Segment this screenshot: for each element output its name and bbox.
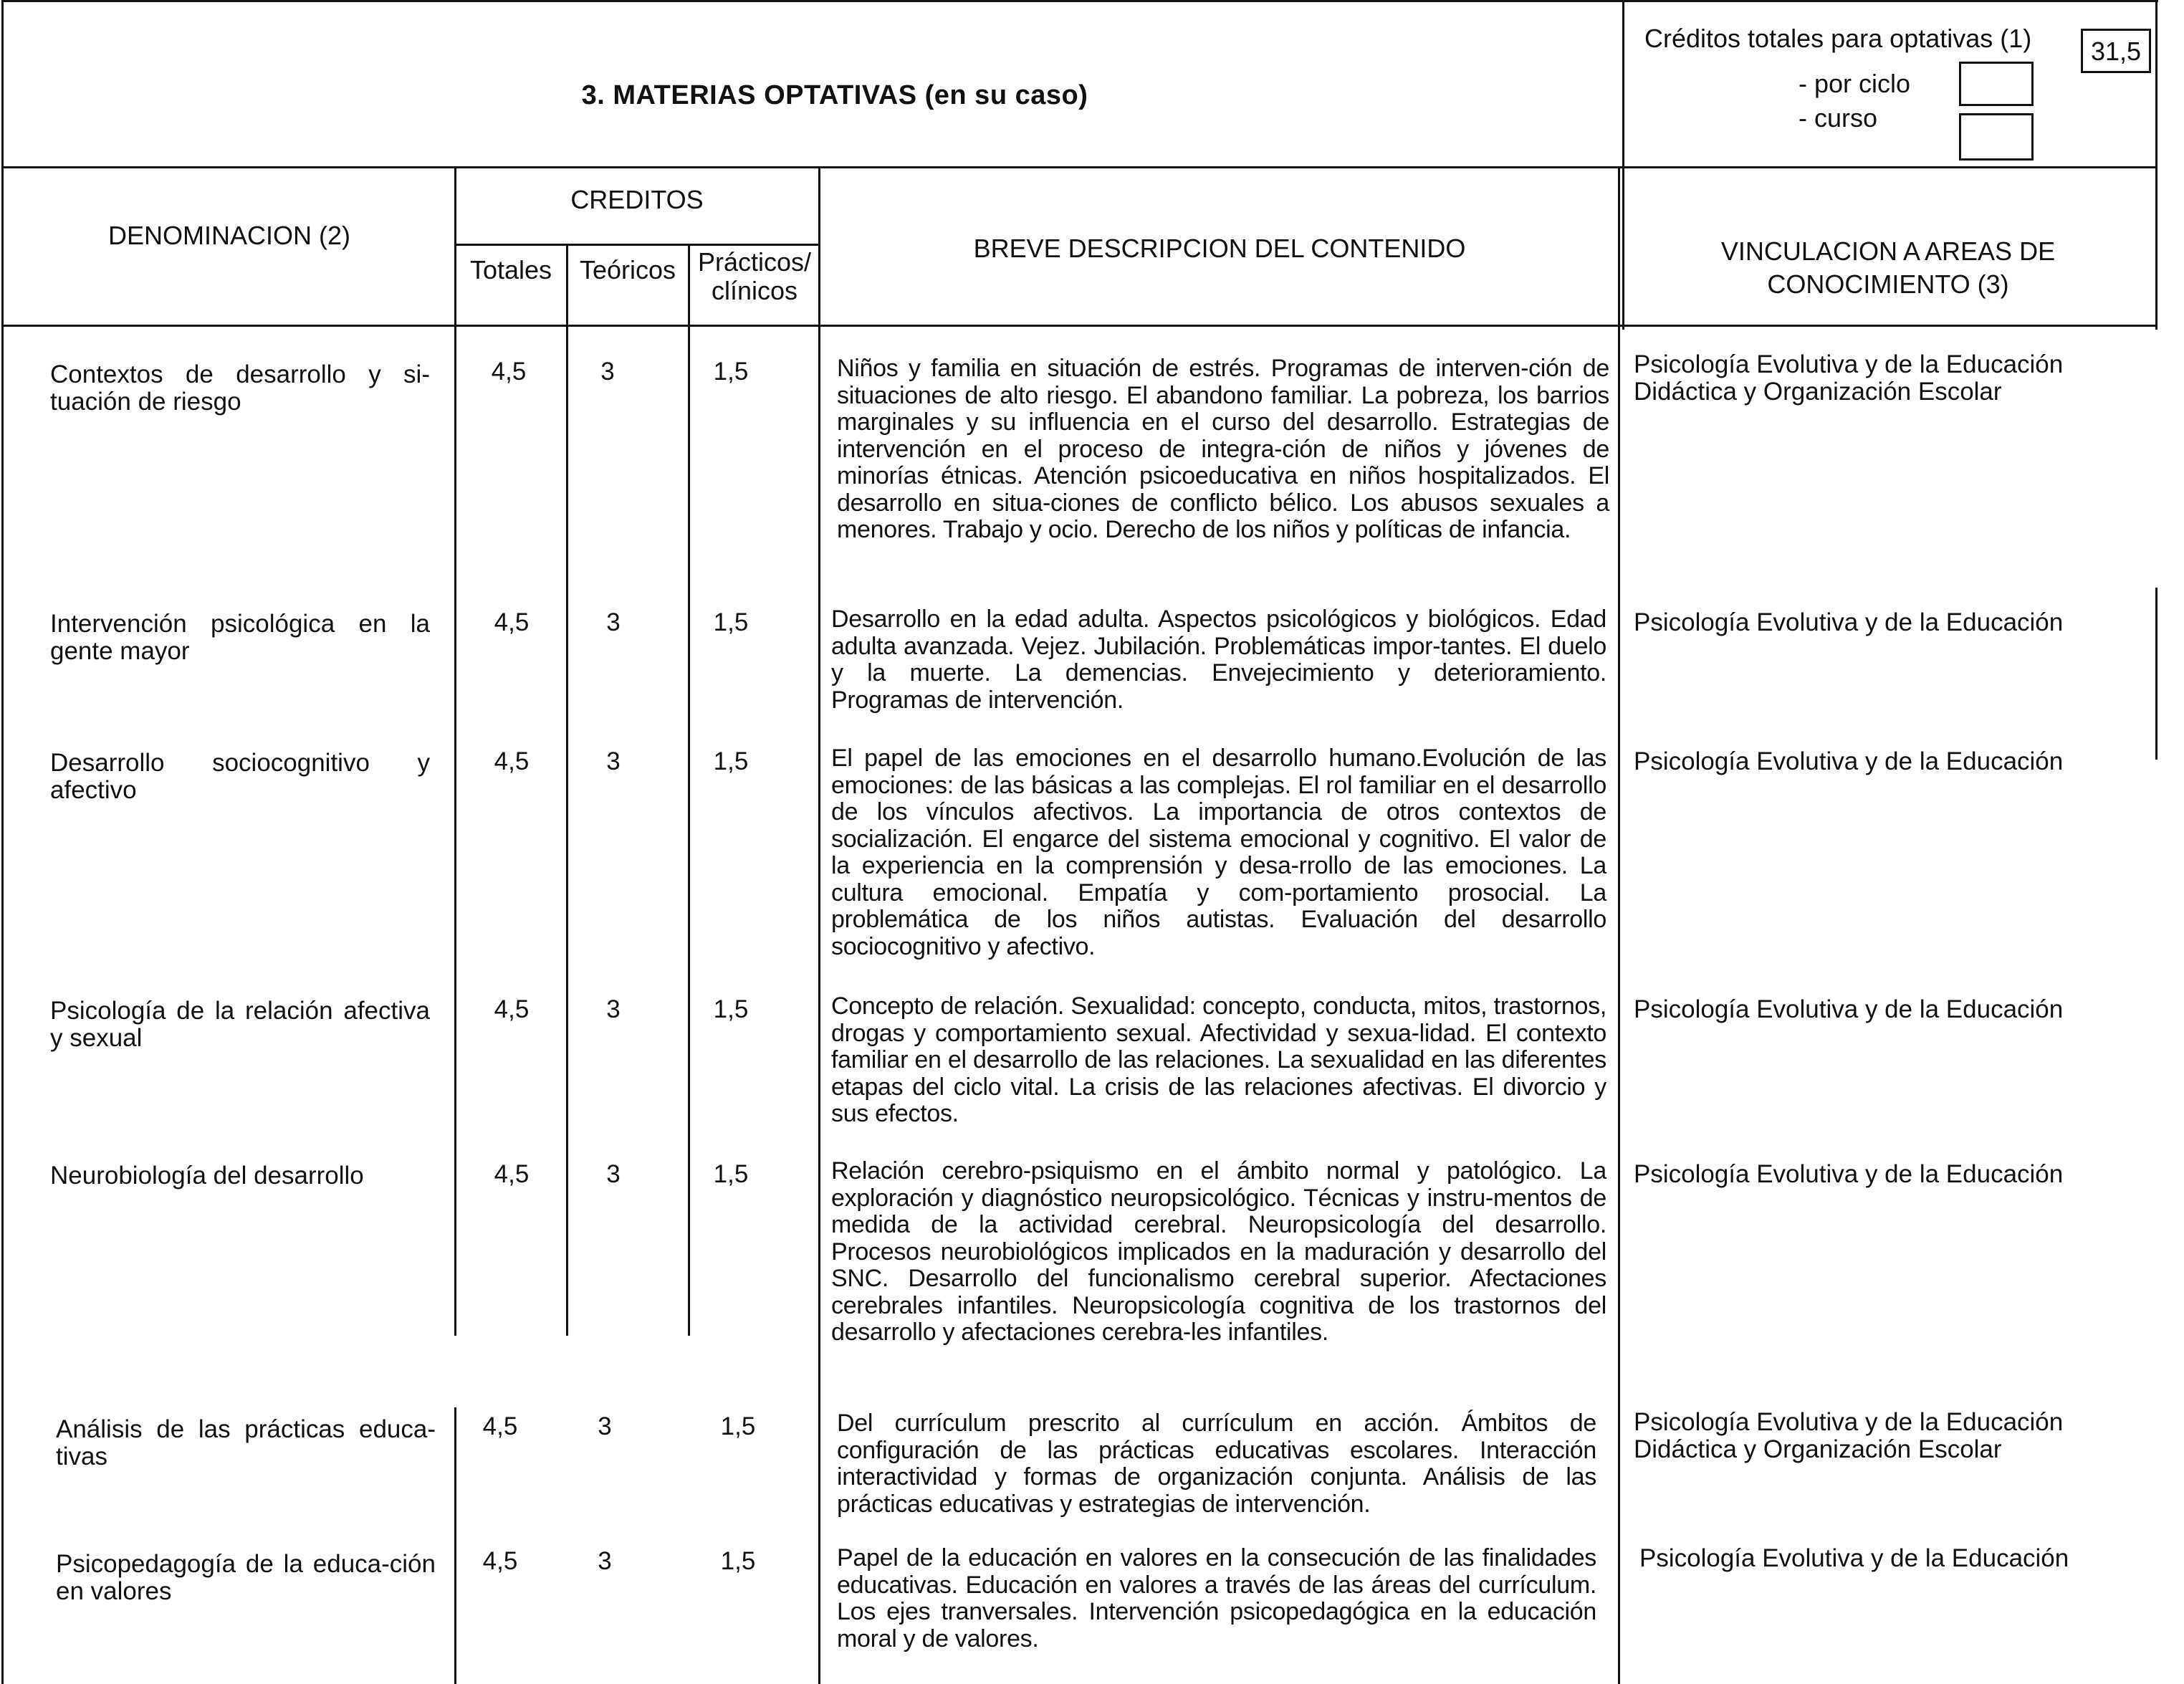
creditos-totales-label: Créditos totales para optativas (1) [1644, 24, 2032, 53]
row-5-totales: 4,5 [494, 1160, 530, 1188]
col-descripcion: BREVE DESCRIPCION DEL CONTENIDO [973, 234, 1466, 263]
rule-col-teoricos-lower [454, 1407, 456, 1684]
row-6-teoricos: 3 [598, 1412, 612, 1440]
row-7-practicos: 1,5 [720, 1547, 756, 1575]
row-6-totales: 4,5 [482, 1412, 518, 1440]
row-7-denominacion: Psicopedagogía de la educa-ción en valores [56, 1550, 436, 1605]
row-2-descripcion: Desarrollo en la edad adulta. Aspectos psicológicos y biológicos. Edad adulta avanzada. Vejez. Jubilación. Problemáticas impor-tantes. El duelo y la muerte. La demencias. Envejecimiento y deterioramiento. Programas de intervención. [831, 606, 1606, 714]
row-4-totales: 4,5 [494, 995, 530, 1023]
col-denominacion: DENOMINACION (2) [107, 221, 350, 250]
row-6-practicos: 1,5 [720, 1412, 756, 1440]
row-6-descripcion: Del currículum prescrito al currículum en acción. Ámbitos de configuración de las prácticas educativas escolares. Interacción interactividad y formas de organización conjunta. Análisis de las prácticas educativas y estrategias de intervención. [837, 1410, 1596, 1518]
row-1-practicos: 1,5 [713, 358, 749, 386]
page-title: 3. MATERIAS OPTATIVAS (en su caso) [581, 80, 1088, 110]
rule-columns-bottom [1, 325, 2157, 327]
row-3-totales: 4,5 [494, 747, 530, 775]
creditos-totales-box [2081, 29, 2151, 73]
row-2-area-1: Psicología Evolutiva y de la Educación [1634, 608, 2064, 636]
col-totales: Totales [469, 255, 552, 284]
col-vinculacion-line1: VINCULACION A AREAS DE [1720, 236, 2056, 266]
row-3-descripcion: El papel de las emociones en el desarrollo humano.Evolución de las emociones: de las básicas a las complejas. El rol familiar en el desarrollo de los vínculos afectivos. La importancia de otros contextos de socialización. El engarce del sistema emocional y cognitivo. El valor de la experiencia en la comprensión y desa-rrollo de las emociones. La cultura emocional. Empatía y com-portamiento prosocial. La problemática de los niños autistas. Evaluación del desarrollo sociocognitivo y afectivo. [831, 745, 1606, 960]
row-5-teoricos: 3 [606, 1160, 621, 1188]
row-4-area-1: Psicología Evolutiva y de la Educación [1634, 995, 2064, 1023]
row-4-teoricos: 3 [606, 995, 621, 1023]
row-1-area-2: Didáctica y Organización Escolar [1634, 378, 2002, 406]
rule-col-totales [566, 245, 568, 1336]
rule-col-denominacion [454, 166, 456, 1336]
curso-label: - curso [1799, 103, 1878, 133]
row-1-teoricos: 3 [600, 358, 615, 386]
row-5-denominacion: Neurobiología del desarrollo [50, 1162, 364, 1190]
row-3-denominacion: Desarrollo sociocognitivo y afectivo [50, 749, 430, 804]
row-5-practicos: 1,5 [713, 1160, 749, 1188]
rule-top [1, 0, 2158, 2]
rule-right [2155, 0, 2157, 330]
por-ciclo-label: - por ciclo [1799, 69, 1911, 98]
row-2-totales: 4,5 [494, 608, 530, 636]
row-2-denominacion: Intervención psicológica en la gente mayor [50, 610, 430, 665]
row-1-area-1: Psicología Evolutiva y de la Educación [1634, 350, 2064, 378]
curso-box [1959, 113, 2034, 161]
row-7-totales: 4,5 [482, 1547, 518, 1575]
rule-header-bottom [1, 166, 2157, 168]
row-1-totales: 4,5 [491, 358, 527, 386]
row-2-practicos: 1,5 [713, 608, 749, 636]
row-5-area-1: Psicología Evolutiva y de la Educación [1634, 1160, 2064, 1188]
col-creditos: CREDITOS [570, 185, 704, 214]
rule-creditos-sub [454, 244, 820, 246]
row-5-descripcion: Relación cerebro-psiquismo en el ámbito normal y patológico. La exploración y diagnóstico neuropsicológico. Técnicas y instru-mentos de medida de la actividad cerebral. Neuropsicología del desarrollo. Procesos neurobiológicos implicados en la maduración y desarrollo del SNC. Desarrollo del funcionalismo cerebral superior. Afectaciones cerebrales infantiles. Neuropsicología cognitiva de los trastornos del desarrollo y afectaciones cerebra-les infantiles. [831, 1157, 1606, 1346]
row-6-area-1: Psicología Evolutiva y de la Educación [1634, 1408, 2064, 1436]
row-1-descripcion: Niños y familia en situación de estrés. Programas de interven-ción de situaciones de alto riesgo. El abandono familiar. La pobreza, los barrios marginales y su influencia en el curso del desarrollo. Estrategias de intervención en el proceso de integra-ción de niños y jóvenes de minorías étnicas. Atención psicoeducativa en niños hospitalizados. El desarrollo en situa-ciones de conflicto bélico. Los abusos sexuales a menores. Trabajo y ocio. Derecho de los niños y políticas de infancia. [837, 355, 1609, 543]
row-1-denominacion: Contextos de desarrollo y si-tuación de riesgo [50, 360, 430, 416]
col-vinculacion [1621, 235, 2155, 301]
rule-col-teoricos [688, 245, 690, 1336]
row-6-denominacion: Análisis de las prácticas educa-tivas [56, 1415, 436, 1470]
row-6-area-2: Didáctica y Organización Escolar [1634, 1435, 2002, 1463]
col-practicos-line1: Prácticos/ [697, 247, 812, 277]
col-teoricos: Teóricos [579, 255, 676, 284]
row-3-area-1: Psicología Evolutiva y de la Educación [1634, 747, 2064, 775]
row-4-practicos: 1,5 [713, 995, 749, 1023]
rule-col-descripcion [1618, 166, 1620, 1684]
col-practicos-line2: clínicos [711, 276, 798, 305]
rule-left [1, 0, 4, 1684]
row-7-descripcion: Papel de la educación en valores en la consecución de las finalidades educativas. Educación en valores a través de las áreas del currículum. Los ejes tranversales. Intervención psicopedagógica en la educación moral y de valores. [837, 1544, 1596, 1652]
row-4-denominacion: Psicología de la relación afectiva y sexual [50, 997, 430, 1052]
row-3-teoricos: 3 [606, 747, 621, 775]
row-7-area-1: Psicología Evolutiva y de la Educación [1639, 1544, 2069, 1572]
row-4-descripcion: Concepto de relación. Sexualidad: concepto, conducta, mitos, trastornos, drogas y comportamiento sexual. Afectividad y sexua-lidad. El contexto familiar en el desarrollo de las relaciones. La sexualidad en las diferentes etapas del ciclo vital. La crisis de las relaciones afectivas. El divorcio y sus efectos. [831, 992, 1606, 1127]
row-2-teoricos: 3 [606, 608, 621, 636]
por-ciclo-box [1959, 62, 2034, 106]
col-practicos [689, 248, 820, 305]
creditos-totales-value: 31,5 [2090, 37, 2142, 66]
col-vinculacion-line2: CONOCIMIENTO (3) [1767, 269, 2009, 299]
row-3-practicos: 1,5 [713, 747, 749, 775]
row-7-teoricos: 3 [598, 1547, 612, 1575]
rule-col-practicos [818, 166, 820, 1684]
